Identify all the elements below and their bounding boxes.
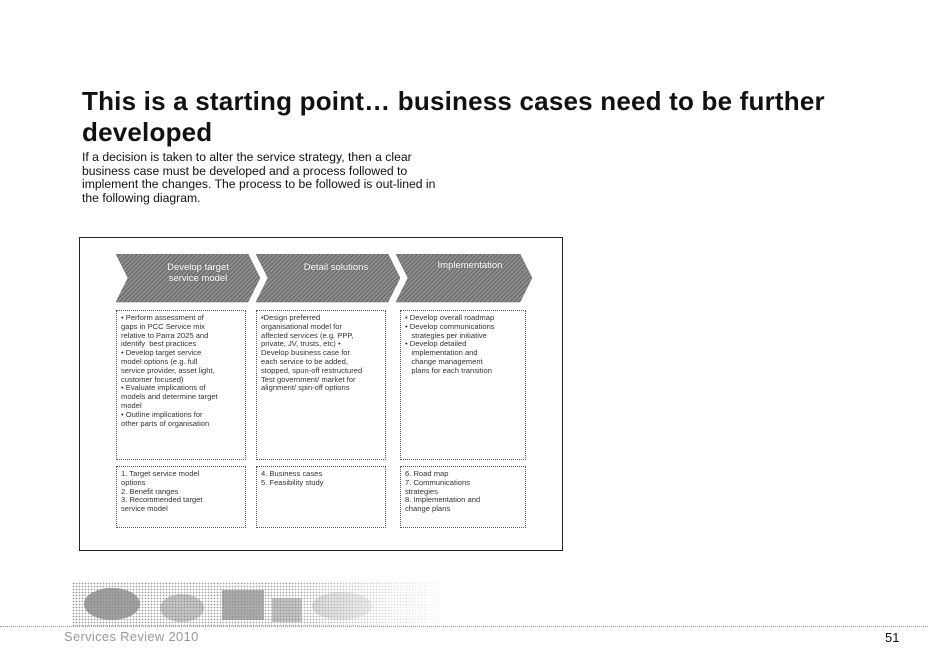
stage-label-2: Detail solutions: [303, 262, 369, 273]
activities-box-1: • Perform assessment of gaps in PCC Service mix relative to Parra 2025 and identify best practices • Develop target service model options (e.g. full service provider, asset light, customer focused) • Evaluate implications of models and determine target model • Outline implications for other parts of organisation: [116, 310, 246, 460]
stage-label-1: Develop target service model: [167, 262, 229, 284]
page-title: This is a starting point… business cases need to be further developed: [82, 86, 825, 147]
process-diagram: [79, 237, 563, 551]
deliverables-box-2: 4. Business cases 5. Feasibility study: [256, 466, 386, 528]
activities-box-3: • Develop overall roadmap • Develop communications strategies per initiative • Develop detailed implementation and change management plans for each transition: [400, 310, 526, 460]
deliverables-box-1: 1. Target service model options 2. Benefit ranges 3. Recommended target service model: [116, 466, 246, 528]
footer-photo-strip: [72, 582, 442, 626]
footer-document-title: Services Review 2010: [64, 629, 199, 644]
intro-paragraph: If a decision is taken to alter the service strategy, then a clear business case must be developed and a process followed to implement the changes. The process to be followed is out-lined in the following diagram.: [82, 150, 436, 205]
footer-divider: [0, 626, 928, 627]
activities-box-2: •Design preferred organisational model for affected services (e.g. PPP, private, JV, trusts, etc) • Develop business case for each service to be added, stopped, spun-off restructured Test government/ market for alignment/ spin-off options: [256, 310, 386, 460]
page-number: 51: [885, 630, 900, 645]
stage-label-3: Implementation: [437, 260, 503, 271]
deliverables-box-3: 6. Road map 7. Communications strategies 8. Implementation and change plans: [400, 466, 526, 528]
